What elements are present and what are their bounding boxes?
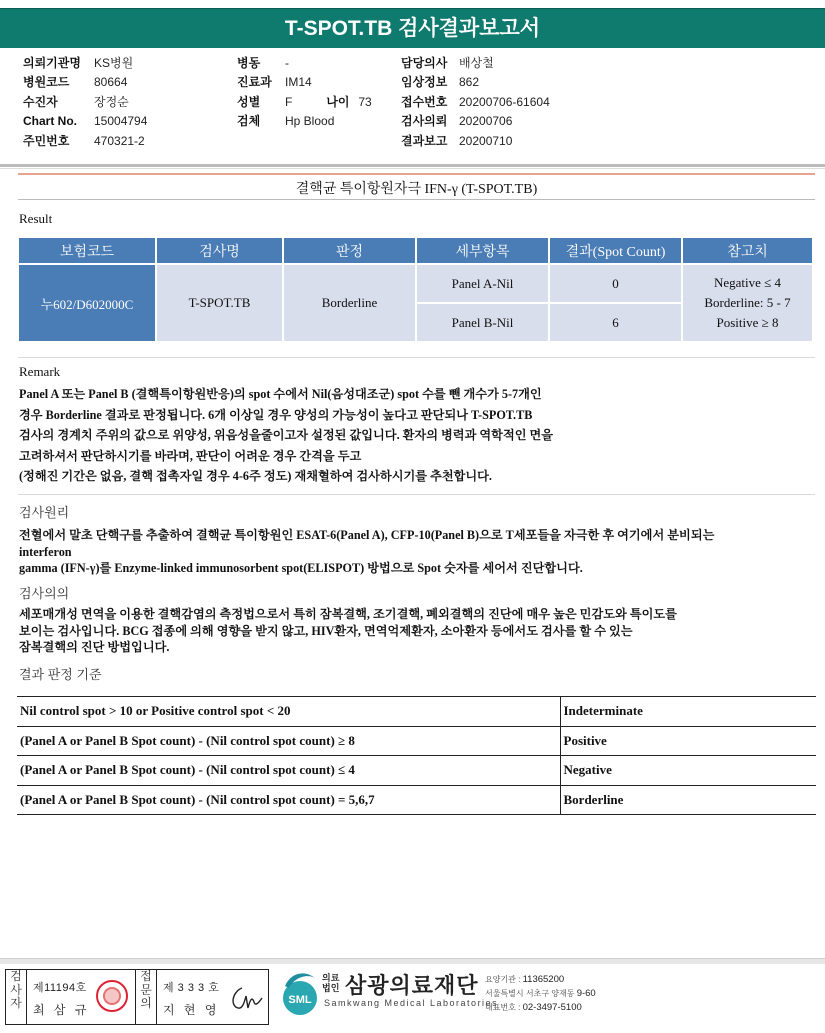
sign-divider xyxy=(26,970,27,1024)
signature-icon xyxy=(228,982,266,1014)
remark-divider xyxy=(18,357,815,358)
age-label: 나이 xyxy=(326,94,350,109)
criteria-condition: (Panel A or Panel B Spot count) - (Nil control spot count) = 5,6,7 xyxy=(17,785,560,815)
field-value: - xyxy=(285,56,289,70)
approver-label xyxy=(136,970,156,1024)
field-label: 검사의뢰 xyxy=(401,114,448,129)
table-row xyxy=(17,785,816,815)
col-header: 참고치 xyxy=(683,238,812,263)
org-address-line xyxy=(485,974,564,985)
significance-label: 검사의의 xyxy=(19,586,70,601)
detail-item: Panel A-Nil xyxy=(417,265,548,302)
sign-divider xyxy=(156,970,157,1024)
field-value: 장정순 xyxy=(94,94,129,109)
org-address-line xyxy=(485,988,596,999)
field-value: Hp Blood xyxy=(285,114,335,129)
col-header: 세부항목 xyxy=(417,238,548,263)
header-field xyxy=(401,73,550,92)
reference-values xyxy=(683,265,812,341)
insurance-code: 누602/D602000C xyxy=(19,265,155,341)
field-value: IM14 xyxy=(285,75,312,90)
criteria-result: Borderline xyxy=(560,785,816,815)
remark-line: 경우 Borderline 결과로 판정됩니다. 6개 이상일 경우 양성의 가능성이 높다고 판단되나 T-SPOT.TB xyxy=(19,407,533,422)
criteria-condition: Nil control spot > 10 or Positive control spot < 20 xyxy=(17,697,560,727)
field-label: 진료과 xyxy=(237,75,272,90)
field-value: 15004794 xyxy=(94,114,148,129)
detail-item: Panel B-Nil xyxy=(417,304,548,341)
field-label: 의뢰기관명 xyxy=(23,56,81,70)
examiner-seal-icon xyxy=(96,980,128,1012)
org-badge xyxy=(322,973,342,993)
field-label: 성별 xyxy=(237,94,261,109)
remark-line: 고려하셔서 판단하시기를 바라며, 판단이 어려운 경우 간격을 두고 xyxy=(19,448,362,463)
field-label: 검체 xyxy=(237,114,261,129)
criteria-condition: (Panel A or Panel B Spot count) - (Nil control spot count) ≥ 8 xyxy=(17,726,560,756)
reference-line: Positive ≥ 8 xyxy=(716,315,779,330)
age-value: 73 xyxy=(358,94,372,109)
field-label: 병원코드 xyxy=(23,75,70,90)
header-field xyxy=(237,112,372,131)
significance-line: 세포매개성 면역을 이용한 결핵감염의 측정법으로서 특히 잠복결핵, 조기결핵, 폐외결핵의 진단에 매우 높은 민감도와 특이도를 xyxy=(19,607,677,621)
col-header: 결과(Spot Count) xyxy=(550,238,681,263)
field-value: 470321-2 xyxy=(94,133,145,148)
sml-logo-icon xyxy=(275,968,325,1018)
remark-line: 검사의 경계치 주위의 값으로 위양성, 위음성을줄이고자 설정된 값입니다. 환자의 병력과 역학적인 면을 xyxy=(19,428,554,442)
header-col-2 xyxy=(237,54,372,132)
criteria-result: Positive xyxy=(560,726,816,756)
org-address-line xyxy=(485,1002,582,1013)
principle-text xyxy=(19,527,817,577)
table-row xyxy=(19,265,812,302)
approver-license: 제 3 3 3 호 xyxy=(163,982,220,994)
field-label: Chart No. xyxy=(23,114,77,129)
remark-line: Panel A 또는 Panel B (결핵특이항원반응)의 spot 수에서 Nil(음성대조군) spot 수를 뺀 개수가 5-7개인 xyxy=(19,387,542,401)
report-title: T-SPOT.TB 검사결과보고서 xyxy=(0,8,825,48)
addr-value: 11365200 xyxy=(522,974,565,985)
significance-line: 잠복결핵의 진단 방법입니다. xyxy=(19,640,170,654)
org-name: 삼광의료재단 xyxy=(345,973,479,998)
header-col-3 xyxy=(401,54,550,151)
approver-label-char: 문 xyxy=(140,982,152,997)
header-field xyxy=(237,54,372,73)
header-col-1 xyxy=(23,54,147,151)
header-field xyxy=(237,73,372,92)
field-label: 결과보고 xyxy=(401,133,448,148)
result-table xyxy=(17,236,814,343)
field-label: 주민번호 xyxy=(23,133,70,148)
result-header-row xyxy=(19,238,812,263)
approver-label-char: 의 xyxy=(140,996,152,1010)
header-field xyxy=(401,93,550,112)
field-value: 80664 xyxy=(94,75,128,90)
result-label: Result xyxy=(19,211,53,226)
principle-label: 검사원리 xyxy=(19,505,70,520)
field-label: 병동 xyxy=(237,56,261,70)
org-badge-line: 법인 xyxy=(322,983,340,993)
significance-line: 보이는 검사입니다. BCG 접종에 의해 영향을 받지 않고, HIV환자, 면역억제환자, 소아환자 등에서도 검사를 할 수 있는 xyxy=(19,623,633,638)
org-name-en: Samkwang Medical Laboratories xyxy=(324,998,499,1008)
section-divider xyxy=(18,199,815,200)
field-label: 수진자 xyxy=(23,94,58,109)
field-value: 배상철 xyxy=(459,56,494,70)
header-field xyxy=(401,112,550,131)
spot-count: 6 xyxy=(550,304,681,341)
addr-value: 9-60 xyxy=(576,988,596,999)
field-value: F xyxy=(285,94,293,109)
field-value: 862 xyxy=(459,75,480,90)
addr-value: 02-3497-5100 xyxy=(522,1002,582,1013)
addr-key: 서울특별시 서초구 양재동 xyxy=(485,989,577,998)
criteria-label: 결과 판정 기준 xyxy=(19,667,102,682)
signature-box xyxy=(5,969,269,1025)
remark-label: Remark xyxy=(19,364,61,379)
criteria-condition: (Panel A or Panel B Spot count) - (Nil control spot count) ≤ 4 xyxy=(17,756,560,786)
examiner-label-char: 사 xyxy=(10,982,22,997)
header-field xyxy=(23,112,147,131)
header-field xyxy=(401,132,550,151)
table-row xyxy=(17,756,816,786)
criteria-result: Negative xyxy=(560,756,816,786)
principle-line: interferon xyxy=(19,544,72,559)
approver-name: 지 현 영 xyxy=(163,1003,220,1017)
addr-key: 대표번호 : xyxy=(485,1003,523,1012)
test-name: T-SPOT.TB xyxy=(157,265,282,341)
col-header: 보험코드 xyxy=(19,238,155,263)
logo-text: SML xyxy=(288,994,312,1006)
header-field xyxy=(237,93,372,112)
addr-key: 요양기관 : xyxy=(485,975,523,984)
table-row xyxy=(17,697,816,727)
reference-line: Borderline: 5 - 7 xyxy=(704,295,791,310)
principle-line: gamma (IFN-γ)를 Enzyme-linked immunosorbent spot(ELISPOT) 방법으로 Spot 숫자를 세어서 진단합니다. xyxy=(19,561,583,575)
org-badge-line: 의료 xyxy=(322,973,340,983)
examiner-label-char: 자 xyxy=(10,996,22,1010)
field-value: 20200706 xyxy=(459,114,513,129)
field-label: 접수번호 xyxy=(401,94,448,109)
header-field xyxy=(23,54,147,73)
approver-label-char: 접 xyxy=(140,969,152,983)
table-row xyxy=(17,726,816,756)
significance-text xyxy=(19,606,817,656)
field-label: 임상정보 xyxy=(401,75,448,90)
remark-text xyxy=(19,384,679,487)
principle-line: 전혈에서 말초 단핵구를 추출하여 결핵균 특이항원인 ESAT-6(Panel A), CFP-10(Panel B)으로 T세포들을 자극한 후 여기에서 분비되는 xyxy=(19,528,715,542)
footer-divider xyxy=(0,958,825,964)
field-value: 20200710 xyxy=(459,133,513,148)
col-header: 판정 xyxy=(284,238,415,263)
spot-count: 0 xyxy=(550,265,681,302)
header-field xyxy=(23,93,147,112)
remark-line: (정해진 기간은 없음, 결핵 접촉자일 경우 4-6주 정도) 재채혈하여 검사하시기를 추천합니다. xyxy=(19,469,492,483)
criteria-result: Indeterminate xyxy=(560,697,816,727)
field-value: KS병원 xyxy=(94,56,134,70)
header-field xyxy=(23,132,147,151)
examiner-label-char: 검 xyxy=(10,969,22,983)
header-divider xyxy=(0,164,825,167)
section-title: 결핵균 특이항원자극 IFN-γ (T-SPOT.TB) xyxy=(295,182,538,197)
examiner-name: 최 삼 규 xyxy=(33,1003,90,1017)
header-field xyxy=(23,73,147,92)
header-field xyxy=(401,54,550,73)
reference-line: Negative ≤ 4 xyxy=(713,275,782,290)
examiner-label xyxy=(6,970,26,1024)
principle-divider xyxy=(18,494,815,495)
examiner-license: 제11194호 xyxy=(33,982,87,994)
field-label: 담당의사 xyxy=(401,56,448,70)
report-header xyxy=(0,52,825,164)
col-header: 검사명 xyxy=(157,238,282,263)
accent-divider xyxy=(18,173,815,175)
field-value: 20200706-61604 xyxy=(459,94,550,109)
judgement: Borderline xyxy=(284,265,415,341)
criteria-table xyxy=(17,696,816,815)
